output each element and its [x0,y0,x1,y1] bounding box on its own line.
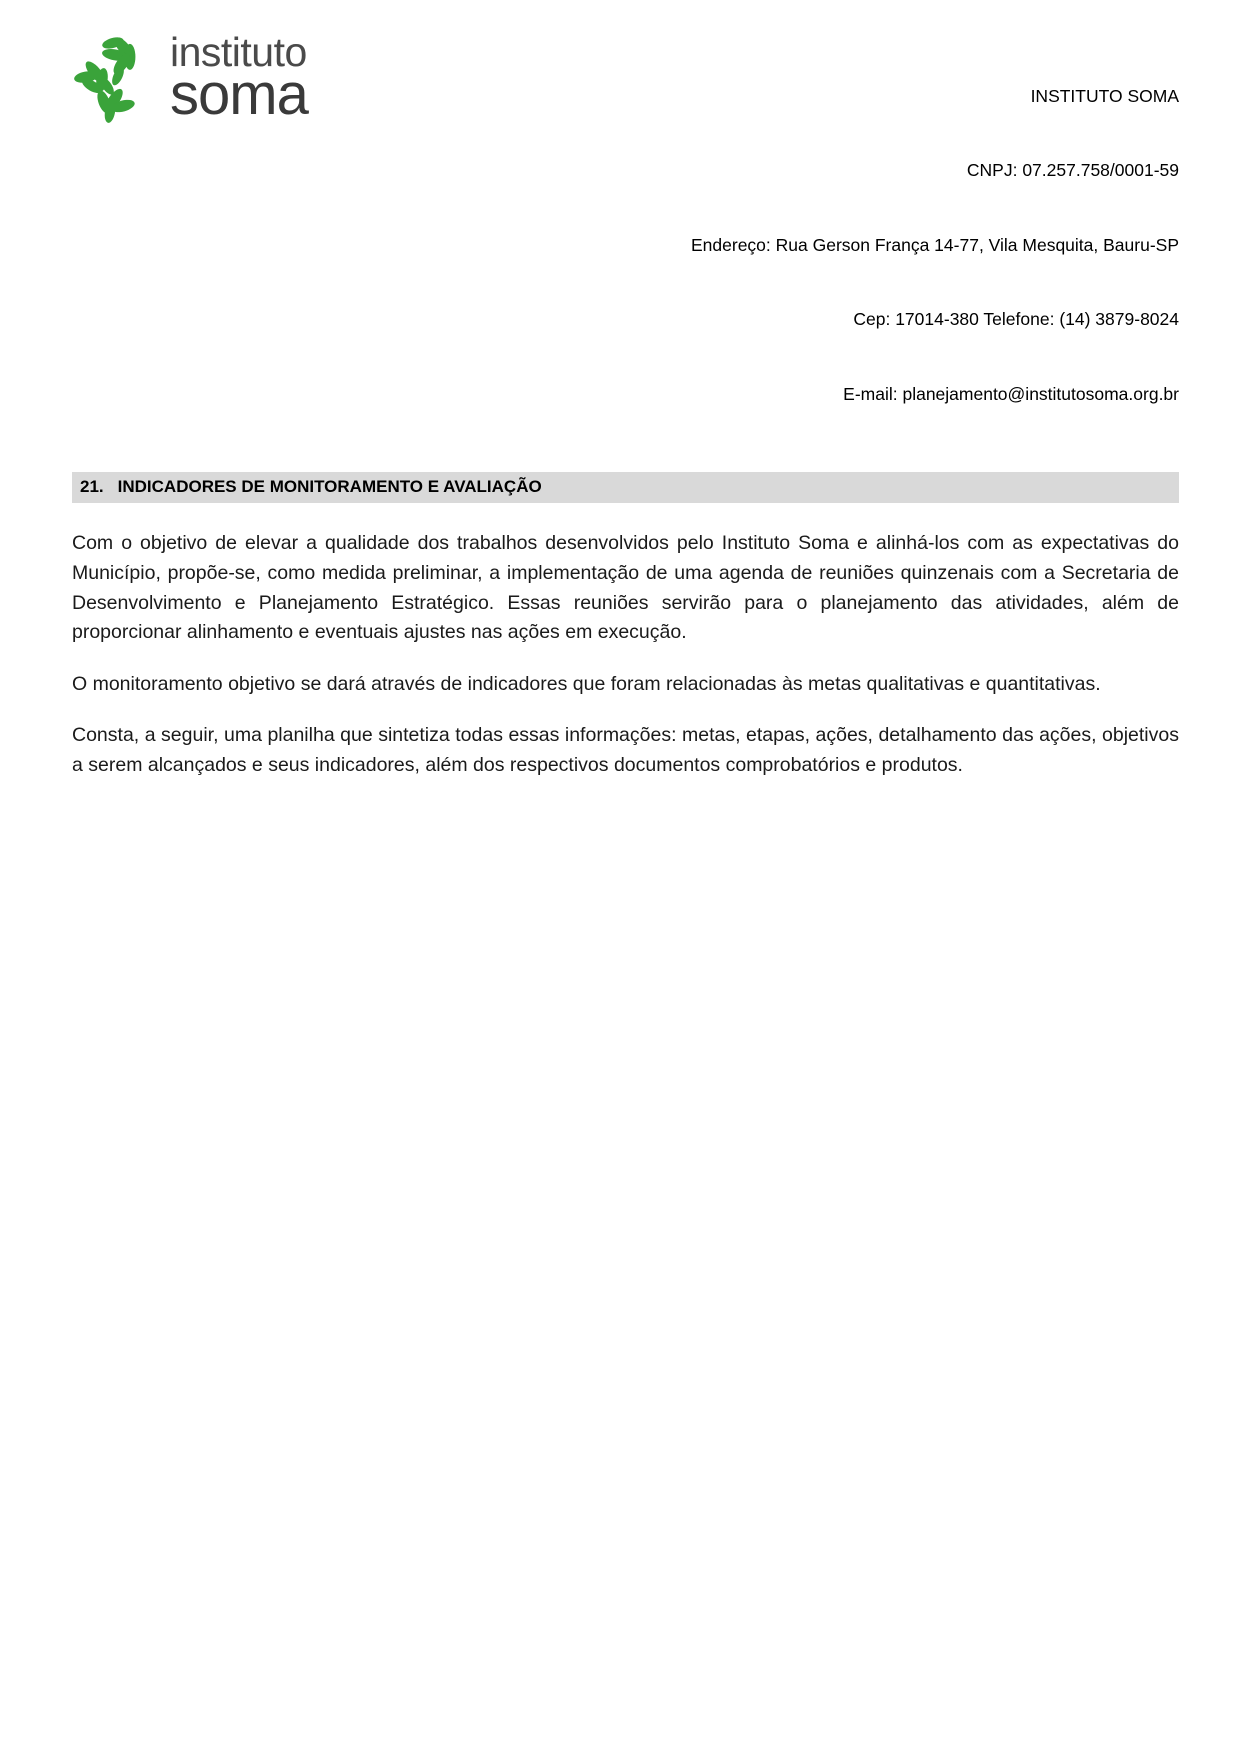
paragraph: Consta, a seguir, uma planilha que sintetiza todas essas informações: metas, etapas, ações, detalhamento das ações, objetivos a serem alcançados e seus indicadores, além dos respectivos documentos comprobatórios e produtos. [72,724,1179,777]
org-address: Endereço: Rua Gerson França 14-77, Vila Mesquita, Bauru-SP [691,234,1179,255]
document-body [72,503,1179,780]
logo-text-instituto: instituto [170,29,307,76]
org-email: E-mail: planejamento@institutosoma.org.br [843,383,1179,404]
section-heading-bar [72,472,1179,503]
logo-text-soma: soma [170,62,308,128]
org-cnpj: CNPJ: 07.257.758/0001-59 [966,160,1179,181]
logo-wordmark [170,29,308,128]
section-number: 21. [80,477,104,497]
org-cep-phone: Cep: 17014-380 Telefone: (14) 3879-8024 [853,309,1179,330]
paragraph: O monitoramento objetivo se dará através de indicadores que foram relacionadas às metas qualitativas e quantitativas. [72,672,1101,695]
paragraph: Com o objetivo de elevar a qualidade dos trabalhos desenvolvidos pelo Instituto Soma e alinhá-los com as expectativas do Município, propõe-se, como medida preliminar, a implementação de uma agenda de reuniões quinzenais com a Secretaria de Desenvolvimento e Planejamento Estratégico. Essas reuniões servirão para o planejamento das atividades, além de proporcionar alinhamento e eventuais ajustes nas ações em execução. [72,532,1179,644]
org-name: INSTITUTO SOMA [1030,85,1179,106]
organization-info [691,34,1179,456]
instituto-soma-leaf-logo [72,32,164,124]
logo [72,29,308,128]
page-header [0,0,1241,456]
section-title: INDICADORES DE MONITORAMENTO E AVALIAÇÃO [117,477,542,497]
